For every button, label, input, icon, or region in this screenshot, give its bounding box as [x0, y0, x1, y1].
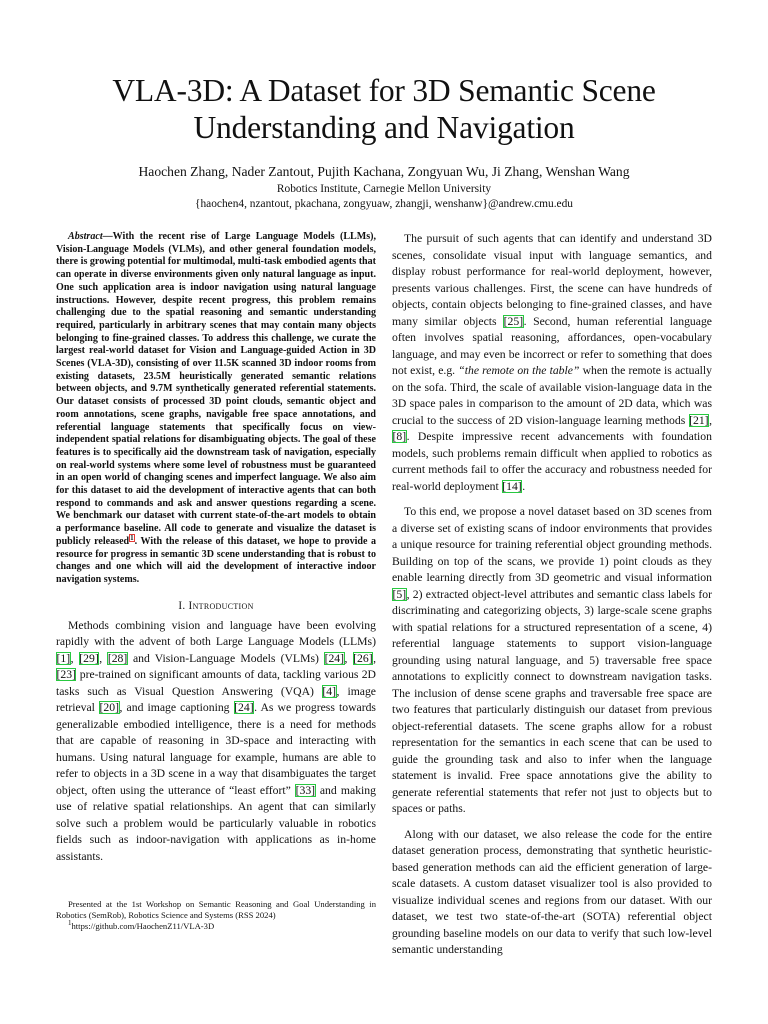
left-column: [56, 231, 376, 865]
author-list: Haochen Zhang, Nader Zantout, Pujith Kachana, Zongyuan Wu, Ji Zhang, Wenshan Wang: [138, 164, 630, 179]
citation-link[interactable]: [29]: [79, 651, 99, 665]
title-line-1: VLA-3D: A Dataset for 3D Semantic Scene: [112, 73, 656, 108]
footnote-link[interactable]: 1: [130, 533, 134, 542]
footnote-number: 1: [68, 919, 72, 928]
abstract-text-a: With the recent rise of Large Language Models (LLMs), Vision-Language Models (VLMs), and other general foundation models, there is growing potential for multimodal, multi-task embodied agents that can operate in diverse environments given only natural language as input. One such application area is indoor navigation using natural language instructions. However, despite recent progress, this problem remains challenging due to the spatial reasoning and semantic understanding required, particularly in arbitrary scenes that may contain many objects belonging to fine-grained classes. To address this challenge, we curate the largest real-world dataset for Vision and Language-guided Action in 3D Scenes (VLA-3D), consisting of over 11.5K scanned 3D indoor rooms from existing datasets, 23.5M heuristically generated semantic relations between objects, and 9.7M synthetically generated referential statements. Our dataset consists of processed 3D point clouds, semantic object and room annotations, scene graphs, navigable free space annotations, and referential language statements that specifically focus on view-independent spatial relations for disambiguating objects. The goal of these features is to specifically aid the downstream task of navigation, especially on real-world systems where some level of robustness must be guaranteed in an open world of changing scenes and imperfect language. We also aim for this dataset to aid the development of interactive agents that can both respond to commands and ask and answer questions regarding a scene. We benchmark our dataset with current state-of-the-art models to obtain a performance baseline. All code to generate and visualize the dataset is publicly released: [56, 231, 376, 547]
paper-title: [40, 72, 728, 146]
citation-link[interactable]: [33]: [295, 783, 316, 797]
right-column: [392, 231, 712, 959]
citation-link[interactable]: [1]: [56, 651, 71, 665]
section-heading-introduction: I. Introduction: [178, 599, 254, 612]
citation-link[interactable]: [5]: [392, 587, 407, 601]
citation-link[interactable]: [8]: [392, 430, 407, 443]
intro-paragraph-2: The pursuit of such agents that can identify and understand 3D scenes, consolidate visual input with language semantics, and display robust performance for real-world deployment, however, presents various challenges. First, the scene can have hundreds of objects, contain objects belonging to fine-grained classes, and have many similar objects [25]. Second, human referential language often involves spatial reasoning, affordances, open-vocabulary language, and may even be incorrect or refer to something that does not exist, e.g. “the remote on the table” when the remote is actually on the sofa. Third, the scale of available vision-language data in the 3D space pales in comparison to the amount of 2D data, which was crucial to the success of 2D vision-language learning methods [21], [8]. Despite impressive recent advancements with foundation models, such problems remain difficult when applied to robotics as current methods fail to offer the accuracy and robustness needed for real-world deployment [14].: [392, 232, 712, 493]
citation-link[interactable]: [28]: [107, 651, 128, 665]
author-emails: {haochen4, nzantout, pkachana, zongyuaw, zhangji, wenshanw}@andrew.cmu.edu: [195, 198, 573, 210]
citation-link[interactable]: [26]: [353, 651, 373, 665]
citation-link[interactable]: [25]: [503, 314, 524, 328]
footnote-url[interactable]: https://github.com/HaochenZ11/VLA-3D: [71, 921, 215, 932]
abstract-label: Abstract: [68, 231, 103, 242]
footnote-1: [56, 921, 376, 932]
footnotes: [56, 899, 376, 933]
citation-link[interactable]: [4]: [322, 684, 337, 698]
title-line-2: Understanding and Navigation: [193, 110, 575, 145]
citation-link[interactable]: [23]: [56, 668, 76, 682]
abstract: [56, 231, 376, 587]
abstract-text-b: . With the release of this dataset, we hope to provide a resource for progress in semantic 3D scene understanding that is robust to changes and one which will aid the development of interactive indoor navigation systems.: [56, 535, 376, 585]
abstract-dash: —: [102, 231, 113, 242]
citation-link[interactable]: [20]: [99, 701, 120, 715]
citation-link[interactable]: [14]: [502, 479, 522, 493]
intro-paragraph-4: Along with our dataset, we also release the code for the entire dataset generation process, demonstrating that synthetic heuristic-based generation methods can aid the efficient generation of large-scale datasets. A custom dataset visualizer tool is also provided to visualize individual scenes and regions from our dataset. With our dataset, we test two state-of-the-art (SOTA) referential object grounding baseline models on our data to verify that such low-level semantic understanding: [392, 827, 712, 956]
affiliation: Robotics Institute, Carnegie Mellon University: [276, 183, 492, 195]
intro-paragraph-1: Methods combining vision and language have been evolving rapidly with the advent of both Large Language Models (LLMs) [1], [29], [28] and Vision-Language Models (VLMs) [24], [26], [23] pre-trained on significant amounts of data, tackling various 2D tasks such as Visual Question Answering (VQA) [4], image retrieval [20], and image captioning [24]. As we progress towards generalizable embodied intelligence, there is a need for methods that are capable of reasoning in 3D-space and interacting with humans. Using natural language for example, humans are able to refer to objects in a 3D scene in a way that disambiguates the target object, often using the utterance of “least effort” [33] and making use of relative spatial relationships. An agent that can similarly solve such a problem would be particularly valuable in robotics fields such as indoor-navigation with applications as in-home assistants.: [56, 618, 377, 863]
intro-paragraph-3: To this end, we propose a novel dataset based on 3D scenes from a diverse set of existing scans of indoor environments that provides a unique resource for training referential object grounding methods. Building on top of the scans, we provide 1) point clouds as they enable learning directly from 3D geometric and visual information [5], 2) extracted object-level attributes and semantic class labels for discriminating and categorizing objects, 3) large-scale scene graphs with spatial relations for a structured representation of a scene, 4) referential language statements to support vision-language grounding using natural language, and 5) traversable free space annotations to explicitly connect to downstream navigation tasks. The inclusion of dense scene graphs and traversable free space are two features that particularly distinguish our dataset from previous object-referential datasets. The scene graphs allow for a robust representation for the semantics in each scene that can be used to guide the grounding task and also to infer when the language statement is invalid. Free space annotations give the ability to generate referential statements that refer not just to objects but to spaces or paths.: [392, 505, 712, 815]
citation-link[interactable]: [21]: [689, 413, 709, 427]
citation-link[interactable]: [24]: [324, 651, 345, 665]
presented-note: Presented at the 1st Workshop on Semantic Reasoning and Goal Understanding in Robotics (SemRob), Robotics Science and Systems (RSS 2024): [56, 899, 376, 921]
example-quote: “the remote on the table”: [458, 364, 580, 377]
citation-link[interactable]: [24]: [234, 701, 254, 715]
